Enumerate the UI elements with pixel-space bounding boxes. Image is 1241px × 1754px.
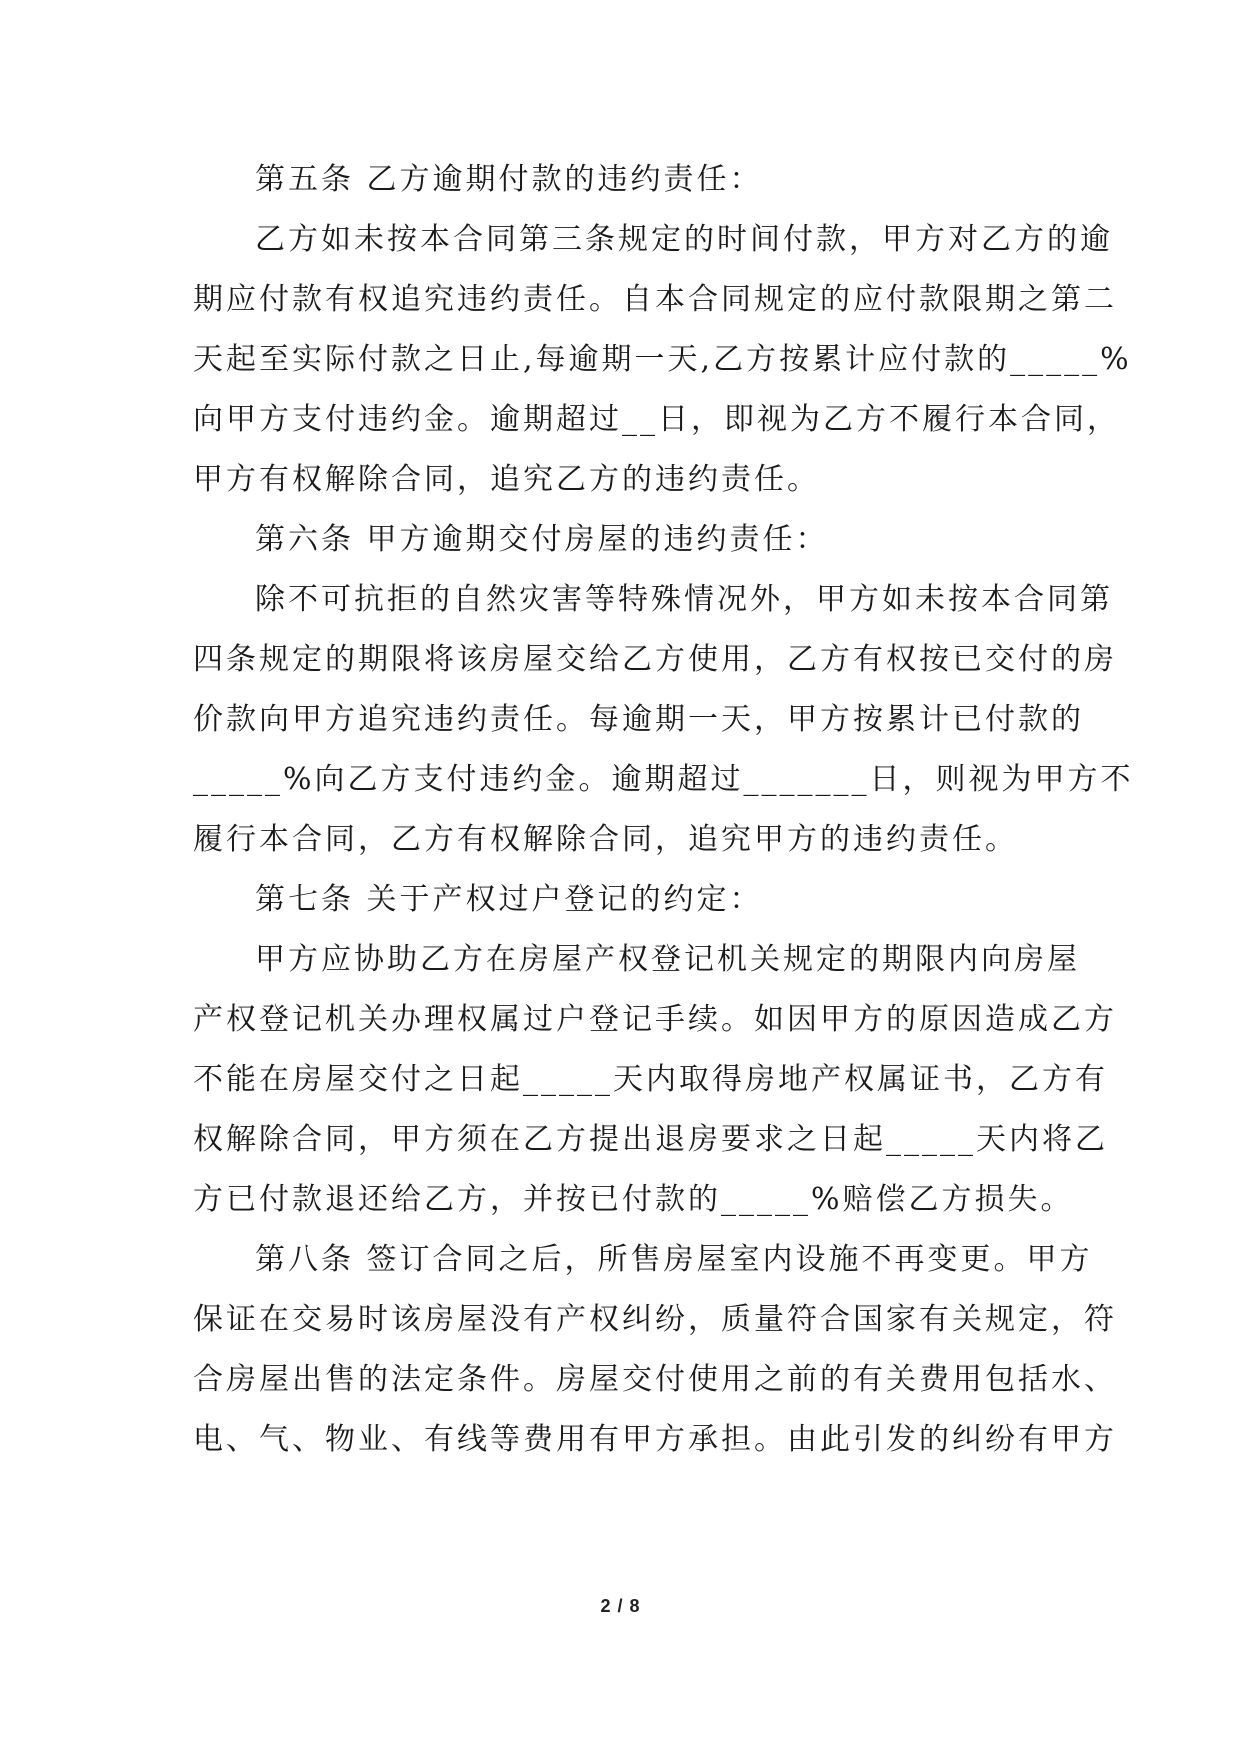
paragraph-line: 保证在交易时该房屋没有产权纠纷，质量符合国家有关规定，符 [193,1302,1117,1337]
paragraph-line: _____%向乙方支付违约金。逾期超过_______日，则视为甲方不 [193,762,1134,797]
paragraph-line: 电、气、物业、有线等费用有甲方承担。由此引发的纠纷有甲方 [193,1422,1117,1457]
paragraph-line: 乙方如未按本合同第三条规定的时间付款，甲方对乙方的逾 [255,222,1113,257]
paragraph-line: 方已付款退还给乙方，并按已付款的_____%赔偿乙方损失。 [193,1182,1074,1217]
paragraph-line: 价款向甲方追究违约责任。每逾期一天，甲方按累计已付款的 [193,702,1084,737]
article-8-heading: 第八条 签订合同之后，所售房屋室内设施不再变更。甲方 [255,1242,1093,1277]
paragraph-line: 期应付款有权追究违约责任。自本合同规定的应付款限期之第二 [193,282,1117,317]
paragraph-line: 甲方应协助乙方在房屋产权登记机关规定的期限内向房屋 [255,942,1080,977]
paragraph-line: 不能在房屋交付之日起_____天内取得房地产权属证书，乙方有 [193,1062,1108,1097]
article-7-heading: 第七条 关于产权过户登记的约定： [255,882,763,917]
paragraph-line: 甲方有权解除合同，追究乙方的违约责任。 [193,462,820,497]
paragraph-line: 四条规定的期限将该房屋交给乙方使用，乙方有权按已交付的房 [193,642,1117,677]
page-number: 2 / 8 [600,1596,641,1616]
paragraph-line: 履行本合同，乙方有权解除合同，追究甲方的违约责任。 [193,822,1018,857]
paragraph-line: 合房屋出售的法定条件。房屋交付使用之前的有关费用包括水、 [193,1362,1117,1397]
paragraph-line: 除不可抗拒的自然灾害等特殊情况外，甲方如未按本合同第 [255,582,1113,617]
article-6-heading: 第六条 甲方逾期交付房屋的违约责任： [255,522,829,557]
paragraph-line: 产权登记机关办理权属过户登记手续。如因甲方的原因造成乙方 [193,1002,1117,1037]
paragraph-line: 权解除合同，甲方须在乙方提出退房要求之日起_____天内将乙 [193,1122,1108,1157]
article-5-heading: 第五条 乙方逾期付款的违约责任： [255,162,763,197]
paragraph-line: 天起至实际付款之日止,每逾期一天,乙方按累计应付款的_____% [193,342,1132,377]
paragraph-line: 向甲方支付违约金。逾期超过__日，即视为乙方不履行本合同， [193,402,1120,437]
